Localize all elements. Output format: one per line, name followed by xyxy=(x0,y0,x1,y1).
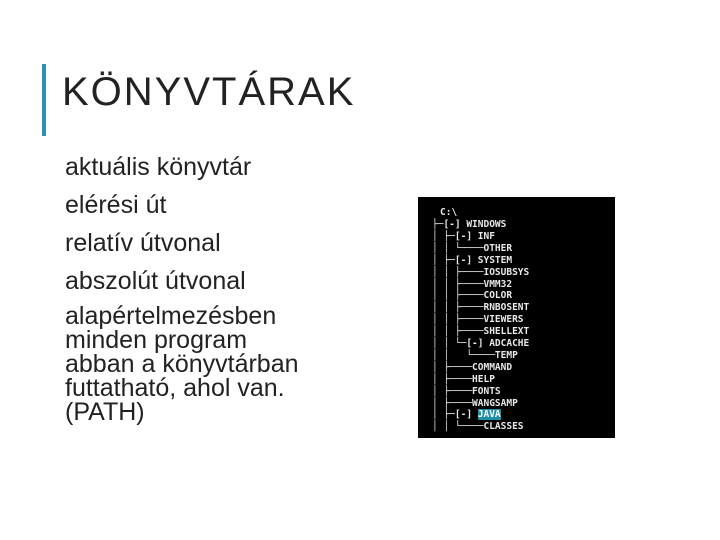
bullet-line: futtatható, ahol van. xyxy=(65,374,285,402)
tree-entry[interactable] xyxy=(432,350,518,362)
tree-branch-lines: │ │ ├──── xyxy=(432,278,484,290)
tree-branch-lines: │ │ ├──── xyxy=(432,302,484,314)
tree-branch-lines: │ ├─[-] xyxy=(432,230,478,242)
tree-entry[interactable] xyxy=(432,421,524,433)
tree-entry-name: VMM32 xyxy=(483,278,513,290)
tree-branch-lines: │ │ ├──── xyxy=(432,326,484,338)
tree-entry[interactable] xyxy=(432,362,512,374)
tree-entry-name: VIEWERS xyxy=(483,314,524,326)
tree-entry[interactable] xyxy=(432,231,495,243)
tree-entry-name: INF xyxy=(477,230,495,242)
tree-entry[interactable] xyxy=(432,279,512,291)
tree-entry-name: WINDOWS xyxy=(466,219,507,230)
tree-entry-name: HELP xyxy=(472,373,495,385)
tree-branch-lines: │ ├──── xyxy=(432,361,473,373)
tree-entry[interactable] xyxy=(432,290,512,302)
tree-entry[interactable] xyxy=(432,338,529,350)
tree-entry-name: ADCACHE xyxy=(489,338,530,349)
tree-entry[interactable] xyxy=(432,255,512,267)
tree-entry-name: OTHER xyxy=(483,242,513,254)
tree-branch-lines: │ ├─[-] xyxy=(432,409,478,421)
bullet-item: elérési út xyxy=(65,191,167,219)
tree-root: C:\ xyxy=(440,207,458,218)
tree-branch-lines: │ ├──── xyxy=(432,373,473,385)
tree-entry[interactable] xyxy=(432,386,501,398)
tree-entry[interactable] xyxy=(432,219,506,231)
slide-title: KÖNYVTÁRAK xyxy=(62,70,356,114)
tree-entry-name: FONTS xyxy=(472,385,501,397)
tree-branch-lines: ├─[-] xyxy=(432,219,467,230)
tree-branch-lines: │ ├─[-] xyxy=(432,254,478,266)
bullet-item: aktuális könyvtár xyxy=(65,153,252,181)
tree-entry-name: COLOR xyxy=(483,290,513,302)
tree-entry[interactable] xyxy=(432,326,529,338)
tree-entry[interactable] xyxy=(432,314,524,326)
bullet-item-multiline xyxy=(65,304,365,424)
bullet-list xyxy=(65,152,365,432)
tree-branch-lines: │ │ ├──── xyxy=(432,290,484,302)
tree-branch-lines: │ │ ├──── xyxy=(432,266,484,278)
bullet-line: abban a könyvtárban xyxy=(65,350,299,378)
tree-entry[interactable] xyxy=(432,398,518,410)
tree-entry-name: SHELLEXT xyxy=(483,326,530,338)
title-accent-bar xyxy=(42,64,46,136)
tree-branch-lines: │ │ └──── xyxy=(432,242,484,254)
tree-entry-name: RNBOSENT xyxy=(483,302,530,314)
tree-entry[interactable] xyxy=(432,243,512,255)
tree-branch-lines: │ │ └──── xyxy=(432,349,495,361)
tree-branch-lines: │ ├──── xyxy=(432,397,473,409)
tree-branch-lines: │ ├──── xyxy=(432,385,473,397)
tree-entry-name: CLASSES xyxy=(483,421,524,433)
bullet-item: relatív útvonal xyxy=(65,229,221,257)
tree-entry-name-selected: JAVA xyxy=(477,409,501,421)
tree-entry[interactable] xyxy=(432,302,529,314)
tree-entry[interactable] xyxy=(432,409,501,421)
bullet-item: abszolút útvonal xyxy=(65,267,246,295)
tree-entry-name: IOSUBSYS xyxy=(483,266,530,278)
tree-entry[interactable] xyxy=(432,374,495,386)
tree-branch-lines: │ │ └─[-] xyxy=(432,338,490,349)
bullet-line: (PATH) xyxy=(65,398,145,426)
bullet-line: alapértelmezésben xyxy=(65,302,277,330)
bullet-line: minden program xyxy=(65,326,248,354)
tree-entry-name: WANGSAMP xyxy=(472,397,518,409)
tree-branch-lines: │ │ ├──── xyxy=(432,314,484,326)
tree-entry-name: SYSTEM xyxy=(477,254,513,266)
directory-tree-screenshot xyxy=(418,197,615,438)
tree-branch-lines: │ │ └──── xyxy=(432,421,484,433)
tree-entry[interactable] xyxy=(432,267,529,279)
tree-entry-name: COMMAND xyxy=(472,361,513,373)
tree-entry-name: TEMP xyxy=(494,349,518,361)
